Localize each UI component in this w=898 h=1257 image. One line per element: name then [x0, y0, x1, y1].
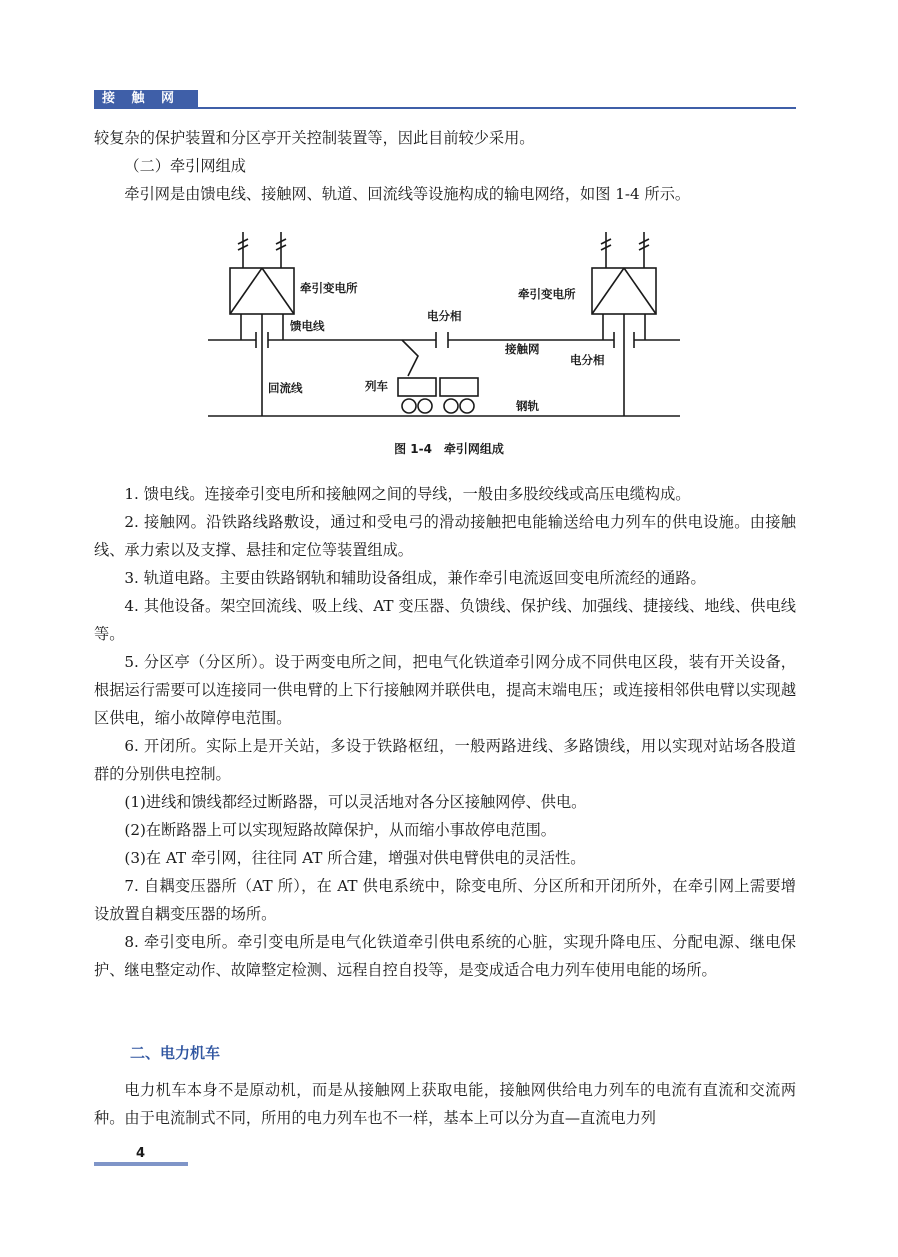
section-heading: 二、电力机车	[130, 1044, 221, 1062]
list-item: 4. 其他设备。架空回流线、吸上线、AT 变压器、负馈线、保护线、加强线、捷接线、地线、供电线等。	[94, 597, 796, 643]
label-train: 列车	[365, 379, 388, 393]
list-item: 6. 开闭所。实际上是开关站，多设于铁路枢纽，一般两路进线、多路馈线，用以实现对站场各股道群的分别供电控制。	[94, 737, 796, 783]
header-rule	[94, 107, 796, 109]
figure-caption: 图 1-4 牵引网组成	[394, 442, 504, 456]
label-rail: 钢轨	[516, 399, 539, 413]
body-block	[94, 480, 796, 984]
footer-rule	[94, 1162, 188, 1166]
sub-list-item: (1)进线和馈线都经过断路器，可以灵活地对各分区接触网停、供电。	[124, 793, 587, 811]
label-catenary: 接触网	[505, 342, 540, 356]
running-title: 接 触 网 工	[94, 90, 198, 108]
label-phase-break-right: 电分相	[570, 353, 605, 367]
subheading: （二）牵引网组成	[124, 157, 246, 175]
section-body	[94, 1076, 796, 1132]
intro-line: 较复杂的保护装置和分区亭开关控制装置等，因此目前较少采用。	[94, 129, 535, 147]
list-item: 2. 接触网。沿铁路线路敷设，通过和受电弓的滑动接触把电能输送给电力列车的供电设施。由接触线、承力索以及支撑、悬挂和定位等装置组成。	[94, 513, 796, 559]
intro-paragraph: 牵引网是由馈电线、接触网、轨道、回流线等设施构成的输电网络，如图 1-4 所示。	[124, 185, 691, 203]
label-substation-right: 牵引变电所	[518, 287, 576, 301]
label-phase-break-mid: 电分相	[427, 309, 462, 323]
list-item: 1. 馈电线。连接牵引变电所和接触网之间的导线，一般由多股绞线或高压电缆构成。	[124, 485, 691, 503]
intro-block	[94, 124, 796, 208]
sub-list-item: (2)在断路器上可以实现短路故障保护，从而缩小事故停电范围。	[124, 821, 556, 839]
sub-list-item: (3)在 AT 牵引网，往往同 AT 所合建，增强对供电臂供电的灵活性。	[124, 849, 586, 867]
list-item: 8. 牵引变电所。牵引变电所是电气化铁道牵引供电系统的心脏，实现升降电压、分配电源、继电保护、继电整定动作、故障整定检测、远程自控自投等，是变成适合电力列车使用电能的场所。	[94, 933, 796, 979]
list-item: 3. 轨道电路。主要由铁路钢轨和辅助设备组成，兼作牵引电流返回变电所流经的通路。	[124, 569, 706, 587]
label-substation-left: 牵引变电所	[300, 281, 358, 295]
section-paragraph: 电力机车本身不是原动机，而是从接触网上获取电能，接触网供给电力列车的电流有直流和交流两种。由于电流制式不同，所用的电力列车也不一样，基本上可以分为直—直流电力列	[94, 1081, 796, 1127]
list-item: 7. 自耦变压器所（AT 所），在 AT 供电系统中，除变电所、分区所和开闭所外，在牵引网上需要增设放置自耦变压器的场所。	[94, 877, 796, 923]
label-feeder: 馈电线	[290, 319, 325, 333]
label-return-line: 回流线	[268, 381, 303, 395]
page-number: 4	[136, 1146, 146, 1161]
list-item: 5. 分区亭（分区所）。设于两变电所之间，把电气化铁道牵引网分成不同供电区段，装有开关设备，根据运行需要可以连接同一供电臂的上下行接触网并联供电，提高末端电压；或连接相邻供电臂以实现越区供电，缩小故障停电范围。	[94, 653, 796, 727]
